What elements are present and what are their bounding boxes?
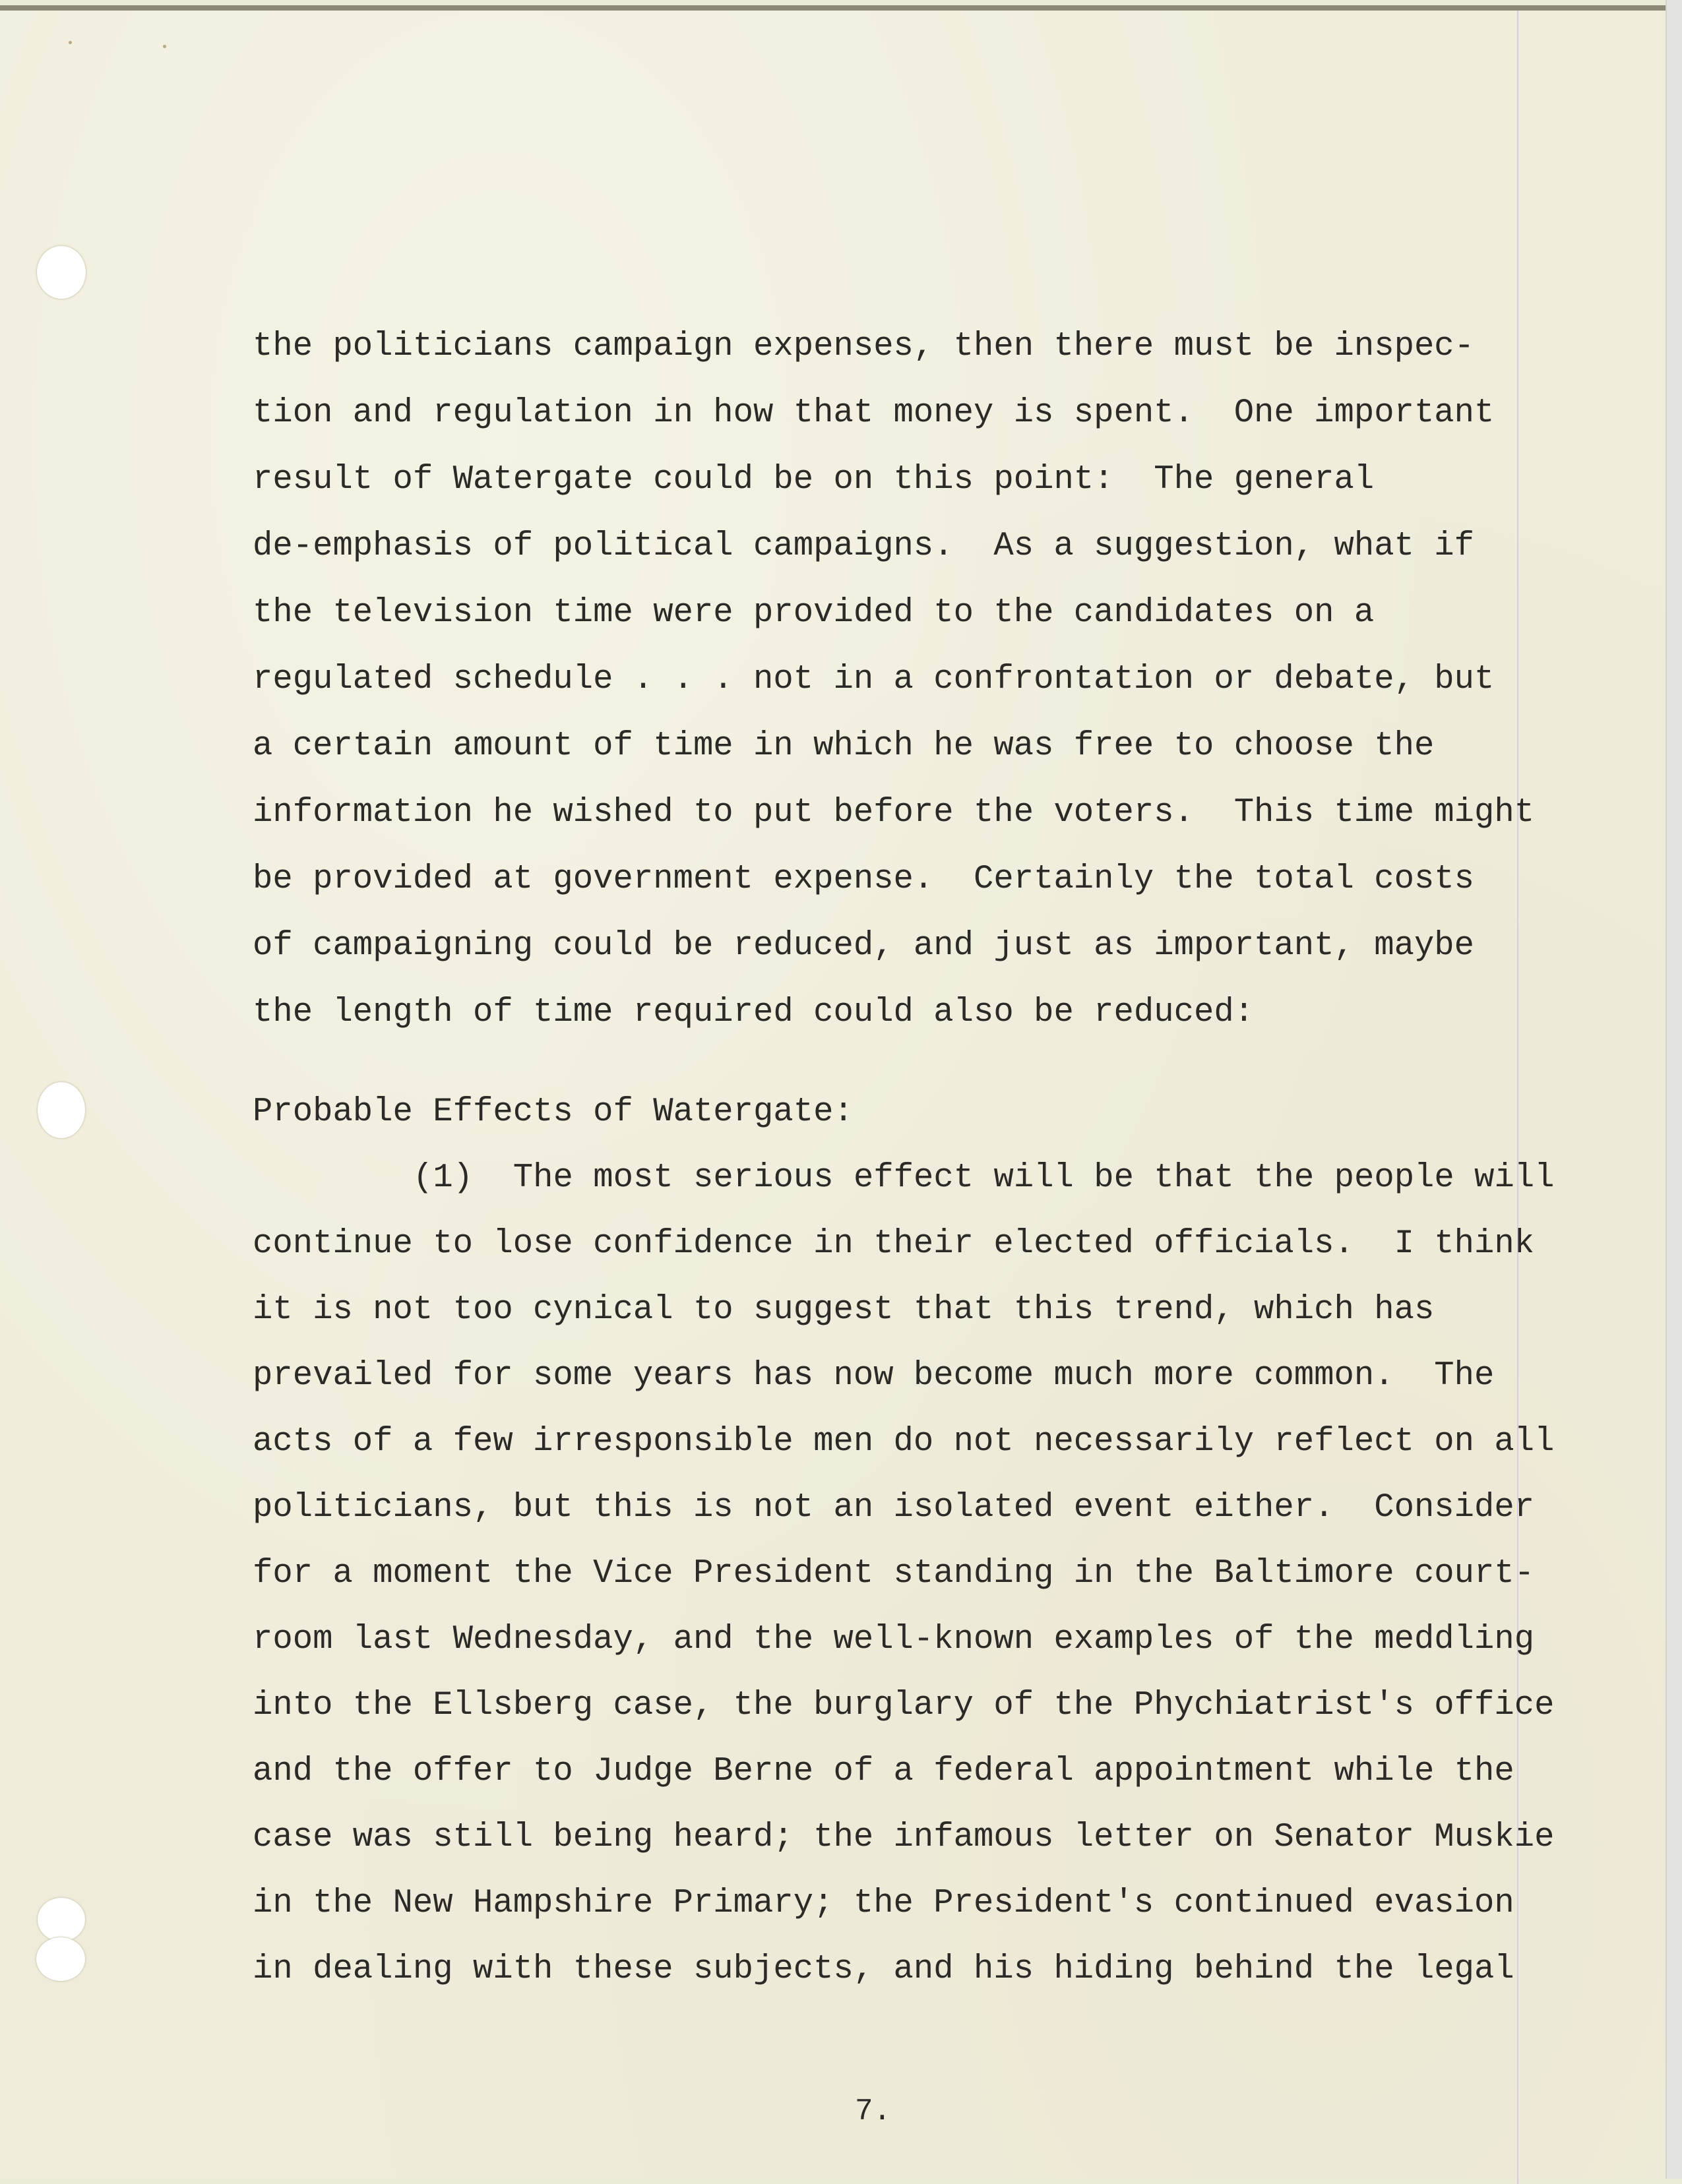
text-line: acts of a few irresponsible men do not necessarily reflect on all <box>253 1423 1555 1461</box>
text-line: of campaigning could be reduced, and just as important, maybe <box>253 927 1475 965</box>
punch-hole-middle-icon <box>38 1082 85 1138</box>
section-heading: Probable Effects of Watergate: <box>253 1093 854 1131</box>
text-line: in the New Hampshire Primary; the President's continued evasion <box>253 1885 1514 1922</box>
text-line: continue to lose confidence in their elected officials. I think <box>253 1225 1535 1263</box>
text-line: prevailed for some years has now become much more common. The <box>253 1357 1495 1395</box>
punch-hole-bottom-upper-icon <box>38 1898 85 1941</box>
scan-border-strip <box>1666 0 1682 2179</box>
punch-hole-bottom-lower-icon <box>36 1937 85 1981</box>
text-line: for a moment the Vice President standing in the Baltimore court- <box>253 1555 1535 1592</box>
paper-speck <box>163 45 166 48</box>
text-line: the length of time required could also be reduced: <box>253 994 1255 1031</box>
text-line: a certain amount of time in which he was free to choose the <box>253 727 1435 765</box>
text-line: case was still being heard; the infamous letter on Senator Muskie <box>253 1819 1555 1856</box>
text-line: in dealing with these subjects, and his hiding behind the legal <box>253 1951 1514 1988</box>
text-line: room last Wednesday, and the well-known examples of the meddling <box>253 1621 1535 1658</box>
page-number: 7. <box>855 2094 892 2129</box>
item-first-line: (1) The most serious effect will be that the people will <box>413 1159 1555 1197</box>
right-margin-line <box>1517 11 1518 2184</box>
paper-speck <box>69 41 72 44</box>
text-line: regulated schedule . . . not in a confrontation or debate, but <box>253 661 1495 698</box>
text-line: into the Ellsberg case, the burglary of the Phychiatrist's office <box>253 1687 1555 1724</box>
text-line: tion and regulation in how that money is spent. One important <box>253 394 1495 432</box>
text-line: and the offer to Judge Berne of a federal appointment while the <box>253 1753 1514 1790</box>
text-line: it is not too cynical to suggest that this trend, which has <box>253 1291 1435 1329</box>
text-line: be provided at government expense. Certainly the total costs <box>253 861 1475 898</box>
document-page <box>0 5 1666 2179</box>
text-line: de-emphasis of political campaigns. As a suggestion, what if <box>253 528 1475 565</box>
text-line: information he wished to put before the voters. This time might <box>253 794 1535 832</box>
text-line: the politicians campaign expenses, then there must be inspec- <box>253 328 1475 365</box>
text-line: the television time were provided to the candidates on a <box>253 594 1375 632</box>
punch-hole-top-icon <box>37 246 86 299</box>
page-top-edge <box>0 5 1666 11</box>
text-line: result of Watergate could be on this point: The general <box>253 461 1375 499</box>
text-line: politicians, but this is not an isolated event either. Consider <box>253 1489 1535 1527</box>
